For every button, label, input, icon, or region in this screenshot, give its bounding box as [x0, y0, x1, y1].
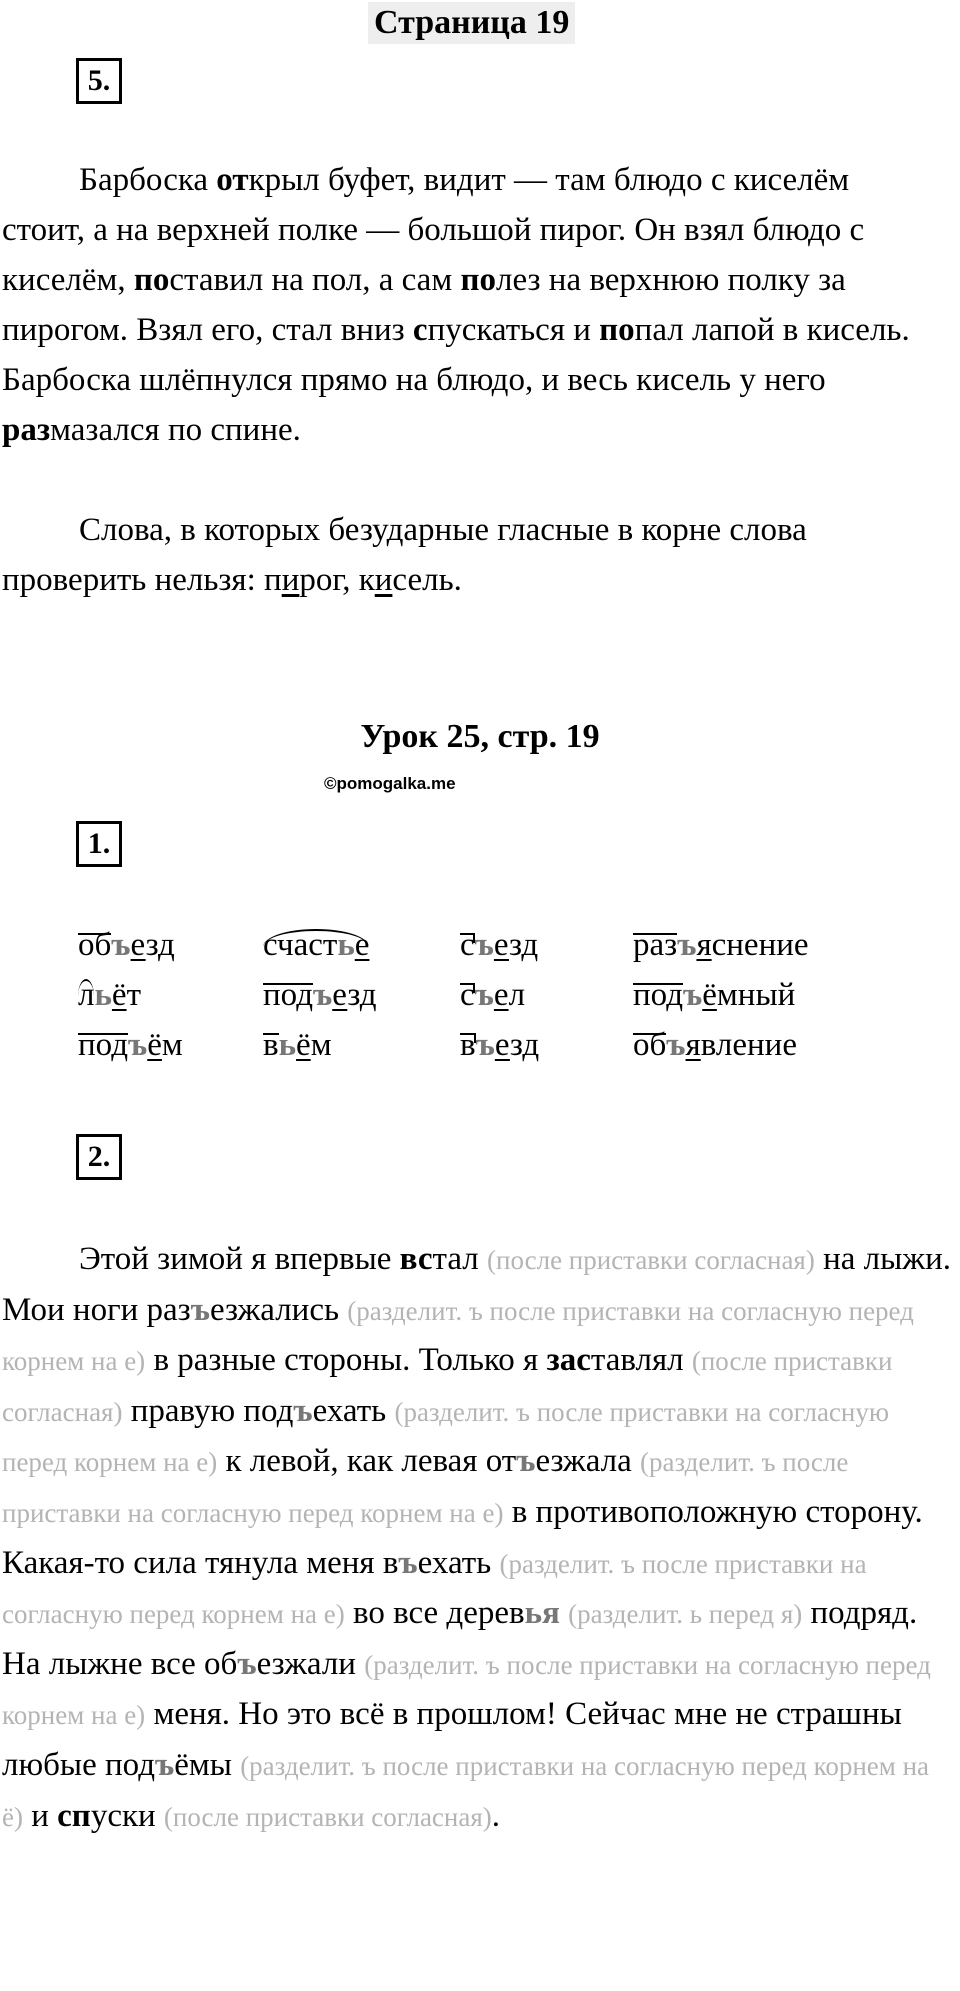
highlighted-fragment: ъ [154, 1746, 175, 1783]
text-fragment: во все дерев [344, 1595, 525, 1632]
word-item: разъяснение [633, 927, 809, 963]
word-item: льёт [78, 977, 141, 1013]
text-fragment: тал [432, 1241, 487, 1277]
highlighted-fragment: от [216, 162, 249, 198]
grammar-note: (разделит. ъ после приставки на согласную перед корнем на е) [2, 1396, 890, 1478]
highlighted-fragment: ъ [237, 1645, 257, 1682]
text-fragment: пал лапой в кисель. Барбоска шлёпнулся прямо на блюдо, и весь кисель у него [2, 312, 910, 398]
highlighted-fragment: ъ [293, 1392, 313, 1429]
exercise-5-text [2, 155, 932, 455]
highlighted-fragment: по [133, 262, 170, 298]
grammar-note: (разделит. ъ после приставки на согласную перед корнем на е) [2, 1295, 914, 1377]
page-title: Страница 19 [368, 2, 575, 44]
text-fragment: лез на верхнюю полку за пирогом. Взял его, стал вниз [2, 262, 846, 348]
word-item: вьём [263, 1027, 332, 1063]
grammar-note: (разделит. ъ после приставки на согласную перед корнем на е) [2, 1447, 849, 1528]
exercise-2-text [2, 1235, 954, 1842]
grammar-note: (разделит. ь перед я) [568, 1599, 803, 1630]
word-item: объезд [78, 927, 175, 963]
word-item: подъём [78, 1027, 183, 1063]
exercise-2-number: 2. [76, 1134, 122, 1180]
text-fragment: езжались [209, 1291, 348, 1328]
credit-watermark: ©pomogalka.me [324, 774, 456, 793]
word-row [78, 970, 948, 1020]
word-item: съезд [460, 927, 539, 963]
grammar-note: (после приставки согласная) [2, 1346, 893, 1427]
text-fragment: в противоположную сторону. Какая-то сила тянула меня в [2, 1493, 923, 1581]
text-fragment: ёмы [174, 1746, 241, 1783]
grammar-note: (разделит. ъ после приставки на согласную перед корнем на ё) [2, 1750, 930, 1832]
highlighted-fragment: раз [2, 412, 51, 448]
highlighted-fragment: ъ [398, 1544, 418, 1581]
text-fragment: крыл буфет, видит — там блюдо с киселём стоит, а на верхней полке — большой пирог. Он взял блюдо с киселём, [2, 162, 865, 298]
highlighted-fragment: ъ [516, 1443, 536, 1480]
text-fragment: ехать [417, 1544, 500, 1581]
exercise-1-number: 1. [76, 821, 122, 867]
word-item: подъёмный [633, 977, 796, 1013]
word-item: въезд [460, 1027, 540, 1063]
exercise-1-word-grid [78, 920, 948, 1070]
text-fragment: ставил на пол, а сам [169, 262, 461, 298]
grammar-note: (после приставки согласная) [487, 1245, 815, 1275]
highlighted-fragment: сп [57, 1797, 91, 1834]
grammar-note: (разделит. ъ после приставки на согласную перед корнем на е) [2, 1649, 931, 1731]
text-fragment: . [491, 1797, 501, 1834]
text-fragment: сель. [392, 562, 462, 598]
text-fragment: уски [90, 1797, 164, 1834]
word-item: объявление [633, 1027, 797, 1063]
highlighted-fragment: вс [399, 1241, 433, 1277]
highlighted-fragment: с [412, 312, 428, 348]
text-fragment: и [22, 1797, 58, 1834]
text-fragment: рог, к [299, 562, 375, 598]
word-item: съел [460, 977, 526, 1013]
grammar-note: (разделит. ъ после приставки на согласную перед корнем на е) [2, 1548, 867, 1630]
text-fragment: и [374, 562, 393, 598]
text-fragment: меня. Но это всё в прошлом! Сейчас мне не страшны любые под [2, 1696, 902, 1783]
word-item: подъезд [263, 977, 377, 1013]
text-fragment: езжала [535, 1443, 641, 1480]
text-fragment: Слова, в которых безударные гласные в корне слова проверить нельзя: п [2, 512, 807, 598]
text-fragment: пускаться и [427, 312, 600, 348]
highlighted-fragment: по [460, 262, 496, 298]
text-fragment: к левой, как левая от [217, 1443, 517, 1480]
text-fragment: Этой зимой я впервые [79, 1241, 400, 1277]
text-fragment: подряд. На лыжне все об [2, 1595, 918, 1682]
word-row [78, 1020, 948, 1070]
grammar-note: (после приставки согласная) [163, 1801, 492, 1832]
text-fragment: мазался по спине. [50, 412, 301, 448]
highlighted-fragment: ья [524, 1595, 560, 1632]
text-fragment [560, 1595, 568, 1631]
word-item: счастье [263, 927, 370, 963]
highlighted-fragment: ъ [190, 1291, 210, 1328]
highlighted-fragment: зас [546, 1342, 591, 1379]
text-fragment: тавлял [590, 1342, 692, 1379]
text-fragment: Барбоска [79, 162, 217, 198]
text-fragment: на лыжи. Мои ноги раз [2, 1241, 952, 1328]
lesson-heading: Урок 25, стр. 19 [360, 718, 600, 755]
text-fragment: и [281, 562, 300, 598]
text-fragment: ехать [312, 1392, 395, 1429]
word-row [78, 920, 948, 970]
exercise-5-conclusion [2, 505, 932, 605]
text-fragment: в разные стороны. Только я [145, 1342, 547, 1379]
text-fragment: езжали [256, 1645, 365, 1682]
text-fragment: правую под [122, 1392, 294, 1429]
highlighted-fragment: по [599, 312, 635, 348]
exercise-5-number: 5. [76, 58, 122, 104]
